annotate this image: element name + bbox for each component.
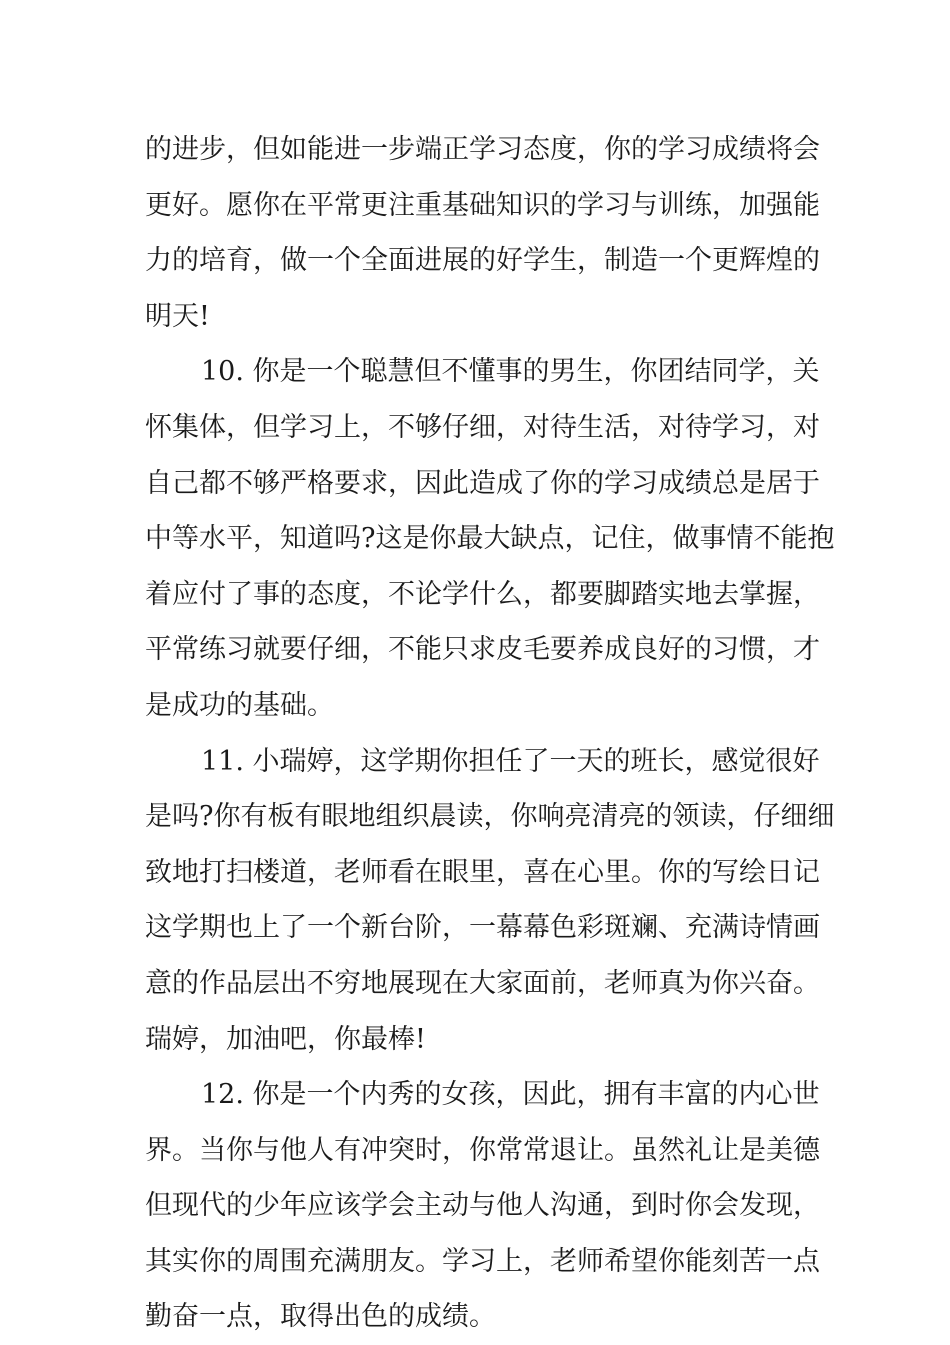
paragraph-11: [145, 734, 835, 1068]
text-line: 勤奋一点，取得出色的成绩。: [145, 1301, 496, 1333]
paragraph-12: [145, 1067, 820, 1345]
text-line: 界。当你与他人有冲突时，你常常退让。虽然礼让是美德: [145, 1134, 820, 1166]
text-line: 中等水平，知道吗?这是你最大缺点，记住，做事情不能抱: [145, 523, 835, 555]
text-line: 瑞婷，加油吧，你最棒!: [145, 1023, 426, 1055]
text-line: 致地打扫楼道，老师看在眼里，喜在心里。你的写绘日记: [145, 856, 820, 888]
text-line: 怀集体，但学习上，不够仔细，对待生活，对待学习，对: [145, 411, 820, 443]
text-line: 的进步，但如能进一步端正学习态度，你的学习成绩将会: [145, 134, 820, 165]
text-line: 但现代的少年应该学会主动与他人沟通，到时你会发现，: [145, 1190, 820, 1222]
text-line: 是成功的基础。: [145, 689, 334, 721]
text-line: 更好。愿你在平常更注重基础知识的学习与训练，加强能: [145, 189, 820, 221]
text-line: 意的作品层出不穷地展现在大家面前，老师真为你兴奋。: [145, 967, 820, 999]
text-line: 11. 小瑞婷，这学期你担任了一天的班长，感觉很好: [201, 745, 820, 777]
paragraph-continuation: [145, 122, 820, 344]
text-line: 10. 你是一个聪慧但不懂事的男生，你团结同学，关: [201, 356, 820, 388]
text-line: 12. 你是一个内秀的女孩，因此，拥有丰富的内心世: [201, 1079, 820, 1111]
text-line: 明天!: [145, 300, 210, 332]
text-line: 自己都不够严格要求，因此造成了你的学习成绩总是居于: [145, 467, 820, 499]
text-line: 其实你的周围充满朋友。学习上，老师希望你能刻苦一点: [145, 1245, 820, 1277]
text-line: 这学期也上了一个新台阶，一幕幕色彩斑斓、充满诗情画: [145, 912, 820, 944]
document-page: [145, 122, 835, 1345]
text-line: 平常练习就要仔细，不能只求皮毛要养成良好的习惯，才: [145, 634, 820, 666]
text-line: 是吗?你有板有眼地组织晨读，你响亮清亮的领读，仔细细: [145, 801, 835, 833]
text-line: 着应付了事的态度，不论学什么，都要脚踏实地去掌握，: [145, 578, 820, 610]
paragraph-10: [145, 344, 835, 733]
text-line: 力的培育，做一个全面进展的好学生，制造一个更辉煌的: [145, 245, 820, 277]
